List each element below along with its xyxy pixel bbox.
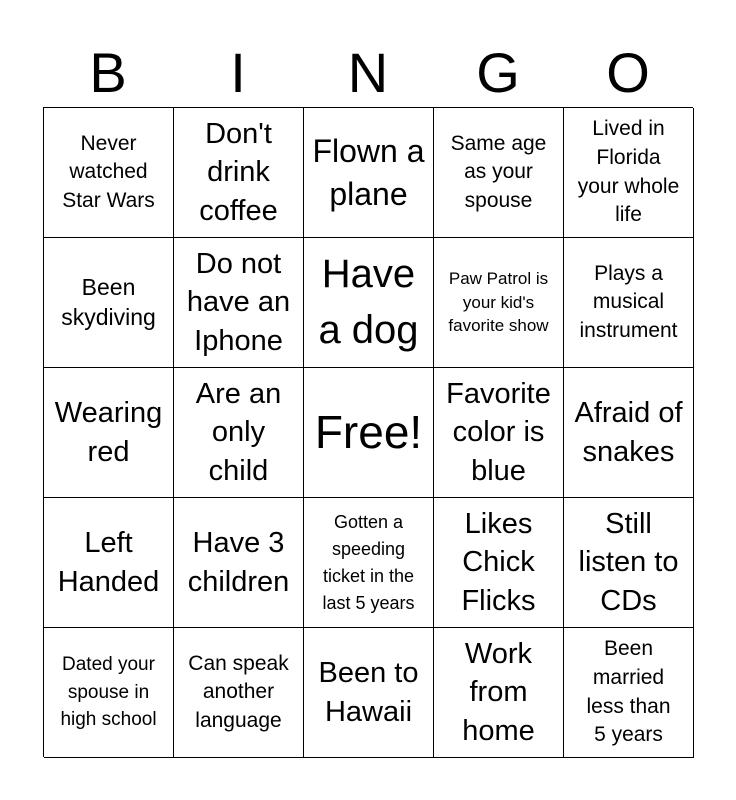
bingo-cell[interactable] xyxy=(304,628,434,758)
cell-text: Can speak another language xyxy=(188,652,289,732)
header-letter-o: O xyxy=(606,41,650,104)
header-letter-i: I xyxy=(230,41,246,104)
cell-text: Never watched Star Wars xyxy=(62,131,155,212)
bingo-cell[interactable] xyxy=(174,368,304,498)
bingo-cell[interactable] xyxy=(434,108,564,238)
bingo-grid xyxy=(43,107,693,757)
bingo-cell[interactable] xyxy=(44,628,174,758)
bingo-cell[interactable] xyxy=(304,108,434,238)
cell-text: Left Handed xyxy=(57,526,160,598)
cell-text: Have 3 children xyxy=(187,526,290,598)
cell-text: Are an only child xyxy=(195,377,282,487)
cell-text: Lived in Florida your whole life xyxy=(577,117,680,227)
bingo-cell[interactable] xyxy=(434,368,564,498)
cell-text: Afraid of snakes xyxy=(574,396,683,468)
cell-text: Paw Patrol is your kid's favorite show xyxy=(448,269,549,336)
cell-text: Flown a plane xyxy=(312,133,425,212)
bingo-cell[interactable] xyxy=(44,498,174,628)
bingo-cell[interactable] xyxy=(174,238,304,368)
cell-text: Work from home xyxy=(462,637,535,747)
header-letter-b: B xyxy=(89,41,127,104)
cell-text: Gotten a speeding ticket in the last 5 years xyxy=(322,511,415,613)
header-letter-g: G xyxy=(476,41,520,104)
cell-text: Do not have an Iphone xyxy=(186,247,291,357)
bingo-cell[interactable] xyxy=(174,498,304,628)
cell-text: Don't drink coffee xyxy=(199,117,278,227)
cell-text: Wearing red xyxy=(54,396,163,468)
bingo-cell[interactable] xyxy=(304,238,434,368)
bingo-cell[interactable] xyxy=(44,108,174,238)
cell-text: Dated your spouse in high school xyxy=(60,654,157,731)
cell-text: Been to Hawaii xyxy=(318,656,419,728)
bingo-cell[interactable] xyxy=(564,238,694,368)
bingo-cell[interactable] xyxy=(44,368,174,498)
bingo-cell[interactable] xyxy=(564,628,694,758)
bingo-cell[interactable] xyxy=(564,498,694,628)
bingo-cell[interactable] xyxy=(564,368,694,498)
cell-text: Same age as your spouse xyxy=(450,131,547,212)
bingo-cell[interactable] xyxy=(564,108,694,238)
bingo-header xyxy=(43,38,693,108)
bingo-cell[interactable] xyxy=(44,238,174,368)
cell-text: Likes Chick Flicks xyxy=(461,507,536,617)
cell-text: Free! xyxy=(314,406,423,459)
cell-text: Been skydiving xyxy=(61,274,156,330)
bingo-cell[interactable] xyxy=(434,238,564,368)
free-space-cell[interactable] xyxy=(304,368,434,498)
cell-text: Plays a musical instrument xyxy=(579,261,678,342)
bingo-cell[interactable] xyxy=(434,498,564,628)
header-letter-n: N xyxy=(347,41,389,104)
cell-text: Favorite color is blue xyxy=(446,377,551,487)
bingo-cell[interactable] xyxy=(304,498,434,628)
cell-text: Been married less than 5 years xyxy=(586,637,671,747)
bingo-cell[interactable] xyxy=(434,628,564,758)
bingo-cell[interactable] xyxy=(174,108,304,238)
bingo-cell[interactable] xyxy=(174,628,304,758)
cell-text: Have a dog xyxy=(318,252,419,352)
cell-text: Still listen to CDs xyxy=(578,507,679,617)
